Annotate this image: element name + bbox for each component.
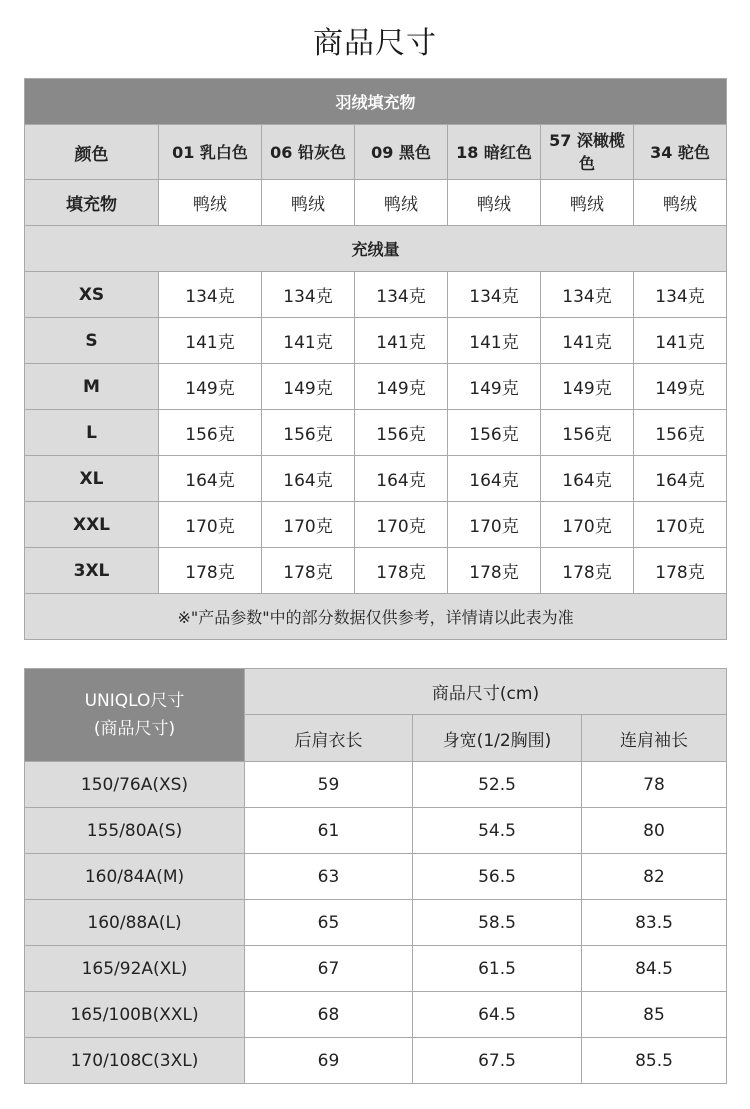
page-title: 商品尺寸	[313, 26, 437, 61]
filling-cell: 鸭绒	[262, 180, 355, 226]
fill-amount-cell: 141克	[634, 318, 727, 364]
size-label: 3XL	[25, 548, 159, 594]
fill-amount-cell: 178克	[541, 548, 634, 594]
fill-amount-cell: 134克	[355, 272, 448, 318]
color-header: 18 暗红色	[448, 125, 541, 180]
fill-table-header: 羽绒填充物	[25, 79, 727, 125]
filling-cell: 鸭绒	[634, 180, 727, 226]
measurement-cell: 85	[582, 992, 727, 1038]
fill-amount-cell: 134克	[159, 272, 262, 318]
fill-amount-cell: 164克	[634, 456, 727, 502]
color-header: 01 乳白色	[159, 125, 262, 180]
fill-amount-cell: 149克	[262, 364, 355, 410]
fill-amount-cell: 164克	[541, 456, 634, 502]
fill-amount-cell: 164克	[262, 456, 355, 502]
measurement-cell: 82	[582, 854, 727, 900]
measurement-cell: 54.5	[413, 808, 582, 854]
measurement-cell: 56.5	[413, 854, 582, 900]
size-label: 165/92A(XL)	[25, 946, 245, 992]
fill-amount-cell: 170克	[448, 502, 541, 548]
fill-amount-cell: 134克	[262, 272, 355, 318]
fill-amount-cell: 170克	[262, 502, 355, 548]
fill-amount-cell: 156克	[262, 410, 355, 456]
filling-row	[25, 180, 727, 226]
measurement-cell: 78	[582, 762, 727, 808]
fill-amount-cell: 156克	[541, 410, 634, 456]
measurement-group-header: 商品尺寸(cm)	[245, 669, 727, 715]
fill-amount-cell: 156克	[448, 410, 541, 456]
fill-amount-cell: 164克	[448, 456, 541, 502]
filling-cell: 鸭绒	[159, 180, 262, 226]
size-label: 170/108C(3XL)	[25, 1038, 245, 1084]
filling-cell: 鸭绒	[448, 180, 541, 226]
fill-amount-cell: 170克	[355, 502, 448, 548]
measurement-cell: 83.5	[582, 900, 727, 946]
fill-amount-cell: 164克	[159, 456, 262, 502]
fill-amount-cell: 149克	[448, 364, 541, 410]
size-label: 160/88A(L)	[25, 900, 245, 946]
size-row	[25, 854, 727, 900]
down-fill-table	[24, 78, 727, 640]
fill-amount-cell: 141克	[448, 318, 541, 364]
fill-amount-cell: 156克	[634, 410, 727, 456]
fill-amount-cell: 141克	[262, 318, 355, 364]
disclaimer-note: ※"产品参数"中的部分数据仅供参考，详情请以此表为准	[25, 594, 727, 640]
measurement-cell: 65	[245, 900, 413, 946]
color-header: 06 铅灰色	[262, 125, 355, 180]
measurement-cell: 61.5	[413, 946, 582, 992]
size-label: 150/76A(XS)	[25, 762, 245, 808]
fill-amount-row	[25, 272, 727, 318]
fill-amount-cell: 149克	[634, 364, 727, 410]
size-label: XS	[25, 272, 159, 318]
size-label: 165/100B(XXL)	[25, 992, 245, 1038]
fill-amount-cell: 141克	[159, 318, 262, 364]
filling-cell: 鸭绒	[355, 180, 448, 226]
size-label: M	[25, 364, 159, 410]
fill-amount-row	[25, 548, 727, 594]
fill-amount-cell: 170克	[541, 502, 634, 548]
fill-amount-cell: 134克	[448, 272, 541, 318]
fill-amount-cell: 164克	[355, 456, 448, 502]
color-header: 57 深橄榄色	[541, 125, 634, 180]
fill-amount-cell: 141克	[541, 318, 634, 364]
color-label: 颜色	[25, 125, 159, 180]
fill-amount-cell: 141克	[355, 318, 448, 364]
measurement-cell: 69	[245, 1038, 413, 1084]
size-row	[25, 1038, 727, 1084]
size-row	[25, 808, 727, 854]
fill-amount-row	[25, 502, 727, 548]
measurement-cell: 80	[582, 808, 727, 854]
measurement-cell: 68	[245, 992, 413, 1038]
fill-amount-cell: 178克	[634, 548, 727, 594]
measurement-cell: 63	[245, 854, 413, 900]
size-label: 155/80A(S)	[25, 808, 245, 854]
size-label: XL	[25, 456, 159, 502]
color-row	[25, 125, 727, 180]
fill-amount-cell: 178克	[448, 548, 541, 594]
size-row	[25, 762, 727, 808]
measurement-cell: 67.5	[413, 1038, 582, 1084]
measurement-cell: 59	[245, 762, 413, 808]
size-corner-header	[25, 669, 245, 762]
size-row	[25, 992, 727, 1038]
fill-amount-row	[25, 456, 727, 502]
fill-amount-cell: 156克	[355, 410, 448, 456]
color-header: 34 驼色	[634, 125, 727, 180]
size-corner-line1: UNIQLO尺寸	[84, 691, 185, 711]
size-label: 160/84A(M)	[25, 854, 245, 900]
fill-amount-cell: 178克	[355, 548, 448, 594]
filling-cell: 鸭绒	[541, 180, 634, 226]
fill-amount-row	[25, 410, 727, 456]
fill-amount-cell: 149克	[541, 364, 634, 410]
measurement-cell: 61	[245, 808, 413, 854]
measurement-cell: 67	[245, 946, 413, 992]
measurement-cell: 84.5	[582, 946, 727, 992]
fill-amount-cell: 156克	[159, 410, 262, 456]
size-row	[25, 946, 727, 992]
fill-amount-cell: 170克	[634, 502, 727, 548]
fill-amount-cell: 134克	[541, 272, 634, 318]
fill-amount-cell: 178克	[159, 548, 262, 594]
column-header: 连肩袖长	[582, 715, 727, 762]
size-row	[25, 900, 727, 946]
filling-label: 填充物	[25, 180, 159, 226]
fill-amount-header: 充绒量	[25, 226, 727, 272]
fill-amount-cell: 170克	[159, 502, 262, 548]
fill-amount-cell: 178克	[262, 548, 355, 594]
fill-amount-cell: 134克	[634, 272, 727, 318]
column-header: 后肩衣长	[245, 715, 413, 762]
size-label: L	[25, 410, 159, 456]
measurement-cell: 85.5	[582, 1038, 727, 1084]
color-header: 09 黑色	[355, 125, 448, 180]
measurement-cell: 64.5	[413, 992, 582, 1038]
fill-amount-cell: 149克	[159, 364, 262, 410]
size-corner-line2: (商品尺寸)	[93, 719, 176, 739]
fill-amount-row	[25, 318, 727, 364]
size-label: XXL	[25, 502, 159, 548]
fill-amount-cell: 149克	[355, 364, 448, 410]
size-label: S	[25, 318, 159, 364]
size-chart-table	[24, 668, 727, 1084]
measurement-cell: 58.5	[413, 900, 582, 946]
fill-amount-row	[25, 364, 727, 410]
measurement-cell: 52.5	[413, 762, 582, 808]
column-header: 身宽(1/2胸围)	[413, 715, 582, 762]
